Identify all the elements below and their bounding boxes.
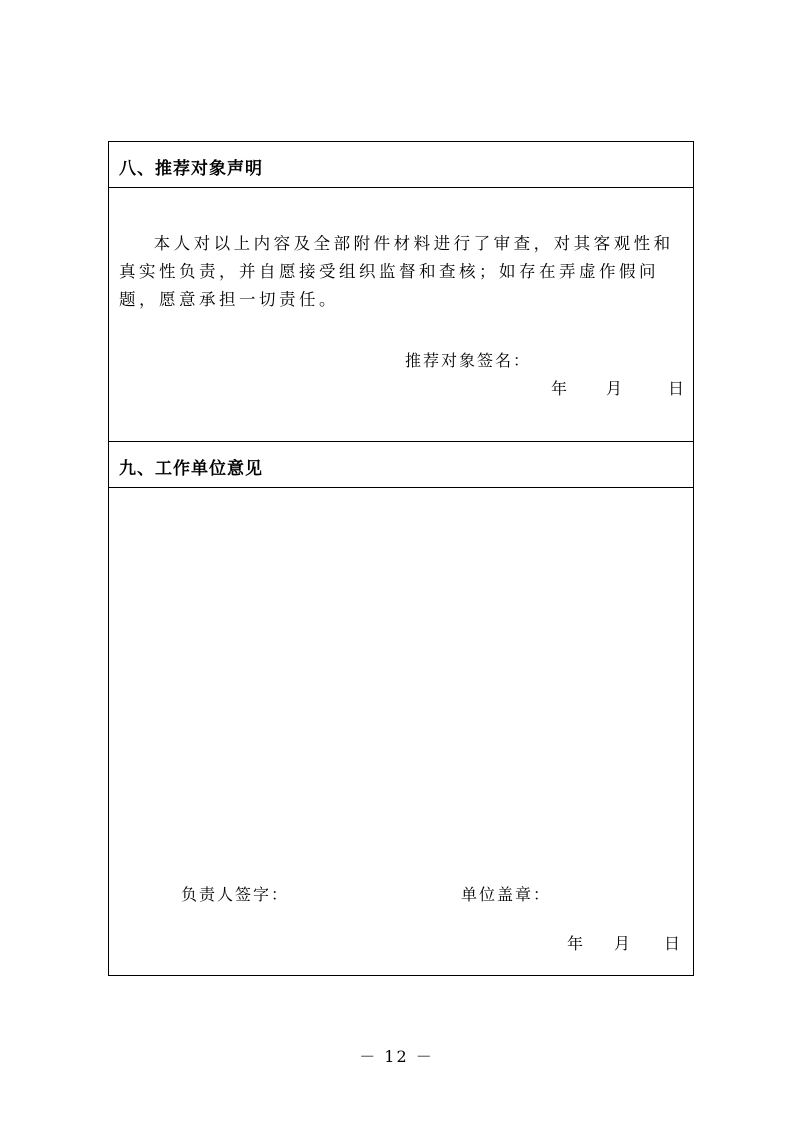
declaration-statement: 本人对以上内容及全部附件材料进行了审查，对其客观性和真实性负责，并自愿接受组织监督和查核；如存在弄虚作假问题，愿意承担一切责任。 (119, 234, 674, 309)
section8-header-divider (109, 187, 693, 188)
date-day: 日 (668, 379, 685, 398)
section8-date (551, 376, 684, 399)
date-month: 月 (606, 379, 623, 398)
section9-date (567, 931, 680, 954)
form-table (108, 141, 694, 976)
section9-header-divider (109, 487, 693, 488)
section-divider (109, 441, 693, 442)
date-year: 年 (551, 379, 568, 398)
page-number: － 12 － (359, 1047, 434, 1066)
unit-seal-label: 单位盖章： (461, 885, 552, 904)
date-month: 月 (614, 934, 631, 953)
section9-title: 九、工作单位意见 (119, 459, 263, 479)
date-day: 日 (664, 934, 681, 953)
recommendee-signature-label: 推荐对象签名： (405, 351, 532, 370)
section8-title: 八、推荐对象声明 (119, 159, 263, 179)
date-year: 年 (567, 934, 584, 953)
responsible-person-signature-label: 负责人签字： (181, 885, 290, 904)
